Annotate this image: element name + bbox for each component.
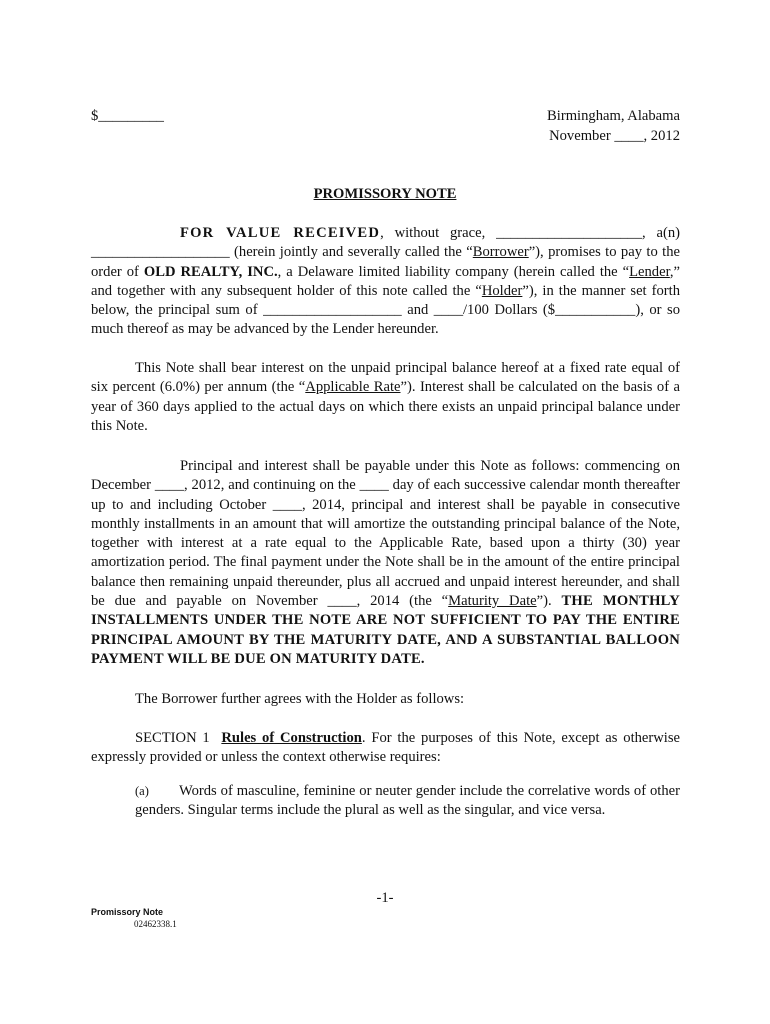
borrower-term: Borrower: [472, 244, 529, 261]
city-line: Birmingham, Alabama: [547, 108, 680, 124]
footer-doc-id: 02462338.1: [134, 919, 177, 929]
balloon-payment-warning: THE MONTHLY INSTALLMENTS UNDER THE NOTE ARE NOT SUFFICIENT TO PAY THE ENTIRE PRINCIPAL AMOUNT BY THE MATURITY DATE, AND A SUBSTANTIAL BALLOON PAYMENT WILL BE DUE ON MATURITY DATE.: [91, 593, 680, 667]
section-1-number: SECTION 1: [135, 730, 210, 746]
p3-text-1: Principal and interest shall be payable under this Note as follows: commencing on December ____, 2012, and continuing on the ____ day of each successive calendar month thereafter up to and including October ____, 2014, principal and interest shall be payable in consecutive monthly installments in an amount that will amortize the outstanding principal balance of the Note, together with interest at a rate equal to the Applicable Rate, based upon a thirty (30) year amortization period. The final payment under the Note shall be in the amount of the entire principal balance then remaining unpaid thereunder, plus all accrued and unpaid interest hereunder, and shall be due and payable on November ____, 2014 (the “: [91, 458, 680, 610]
section-1-text: . For the purposes of this Note, except as otherwise expressly provided or unless the context otherwise requires:: [91, 730, 681, 766]
lender-name: OLD REALTY, INC.: [143, 263, 278, 280]
place-and-date: [500, 107, 680, 146]
amount-blank: $_________: [91, 108, 164, 124]
paragraph-payments: [91, 457, 680, 669]
lender-term: Lender: [629, 263, 670, 280]
p2-text-2: ”). Interest shall be calculated on the basis of a year of 360 days applied to the actual days on which there exists an unpaid principal balance under this Note.: [91, 379, 680, 434]
maturity-date-term: Maturity Date: [448, 593, 537, 610]
p2-text-1: This Note shall bear interest on the unpaid principal balance hereof at a fixed rate equal of six percent (6.0%) per annum (the “: [91, 360, 680, 396]
paragraph-value-received: [91, 224, 680, 340]
document-title: PROMISSORY NOTE: [313, 186, 457, 202]
p3-text-2: ”).: [536, 593, 552, 610]
section-1-heading: Rules of Construction: [221, 730, 362, 746]
page-number: -1-: [376, 890, 394, 906]
footer-doc-name: Promissory Note: [91, 907, 164, 917]
p1-text-4: ,” and together with any subsequent holder of this note called the “: [91, 263, 680, 299]
clause-a: [135, 782, 680, 821]
p1-text-2: ”), promises to pay to the order of: [91, 244, 680, 280]
paragraph-interest: [91, 359, 680, 436]
clause-a-text: Words of masculine, feminine or neuter gender include the correlative words of other genders. Singular terms include the plural as well as the singular, and vice versa.: [135, 783, 680, 819]
holder-term: Holder: [481, 282, 523, 299]
value-received-lead: FOR VALUE RECEIVED: [180, 225, 381, 241]
section-1: [91, 729, 680, 768]
applicable-rate-term: Applicable Rate: [305, 379, 401, 396]
paragraph-further-agrees: The Borrower further agrees with the Holder as follows:: [135, 691, 465, 707]
p1-text-3: , a Delaware limited liability company (herein called the “: [277, 263, 630, 280]
date-line: November ____, 2012: [549, 127, 680, 144]
p1-text-1: , without grace, ____________________, a(n) ___________________ (herein jointly and severally called the “: [91, 225, 681, 261]
clause-a-label: (a): [135, 784, 149, 798]
p1-text-5: ”), in the manner set forth below, the principal sum of ___________________ and ____/100 Dollars ($___________), or so much thereof as may be advanced by the Lender hereunder.: [91, 282, 681, 338]
